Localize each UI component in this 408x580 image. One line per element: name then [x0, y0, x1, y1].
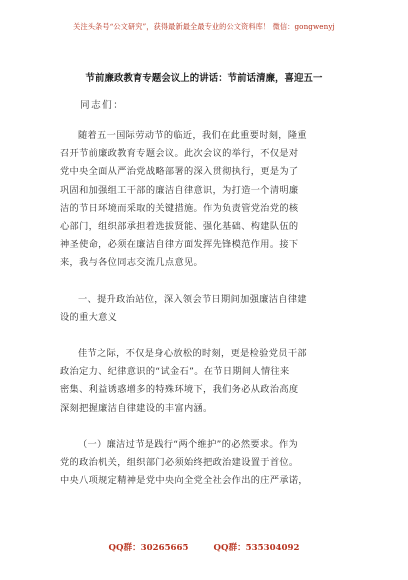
header-promo-text: 关注头条号“公文研究”，获得最新最全最专业的公文资料库！ 微信：gongwenyj	[73, 22, 335, 31]
greeting: 同志们：	[80, 100, 125, 111]
qq-group-2: QQ群：535304092	[213, 543, 300, 553]
text-line: 设的重大意义	[60, 311, 118, 323]
qq-group-1: QQ群：30265665	[108, 543, 189, 553]
text-line: 党的政治机关，组织部门必须始终把政治建设置于首位。	[60, 457, 299, 469]
subsection-1-1	[60, 436, 350, 491]
text-line: 巩固和加强组工干部的廉洁自律意识，为打造一个清明廉	[60, 184, 299, 196]
text-line: （一）廉洁过节是践行“两个维护”的必然要求。作为	[78, 438, 299, 450]
paragraph-festival	[60, 345, 350, 418]
text-line: 政治定力、纪律意识的“试金石”。在节日期间人情往来	[60, 366, 290, 378]
text-line: 佳节之际，不仅是身心放松的时刻，更是检验党员干部	[78, 348, 307, 360]
text-line: 中央八项规定精神是党中央向全党全社会作出的庄严承诺，	[60, 475, 308, 487]
paragraph-intro	[60, 127, 350, 273]
text-line: 随着五一国际劳动节的临近，我们在此重要时刻，隆重	[78, 130, 307, 141]
section-heading-1	[60, 291, 350, 327]
footer-contact	[0, 541, 408, 553]
text-line: 党中央全面从严治党战略部署的深入贯彻执行，更是为了	[60, 166, 299, 178]
text-line: 召开节前廉政教育专题会议。此次会议的举行，不仅是对	[60, 148, 299, 160]
document-body	[60, 127, 350, 508]
text-line: 来，我与各位同志交流几点意见。	[60, 257, 204, 269]
text-line: 洁的节日环境而采取的关键措施。作为负责管党治党的核	[60, 202, 299, 214]
text-line: 深刻把握廉洁自律建设的丰富内涵。	[60, 402, 213, 414]
text-line: 密集、利益诱惑增多的特殊环境下，我们务必从政治高度	[60, 384, 299, 396]
text-line: 神圣使命，必须在廉洁自律方面发挥先锋模范作用。接下	[60, 239, 299, 251]
text-line: 心部门，组织部承担着选拔贤能、强化基础、构建队伍的	[60, 221, 299, 233]
text-line: 一、提升政治站位，深入领会节日期间加强廉洁自律建	[78, 293, 307, 305]
document-title: 节前廉政教育专题会议上的讲话：节前话清廉，喜迎五一	[85, 73, 323, 84]
